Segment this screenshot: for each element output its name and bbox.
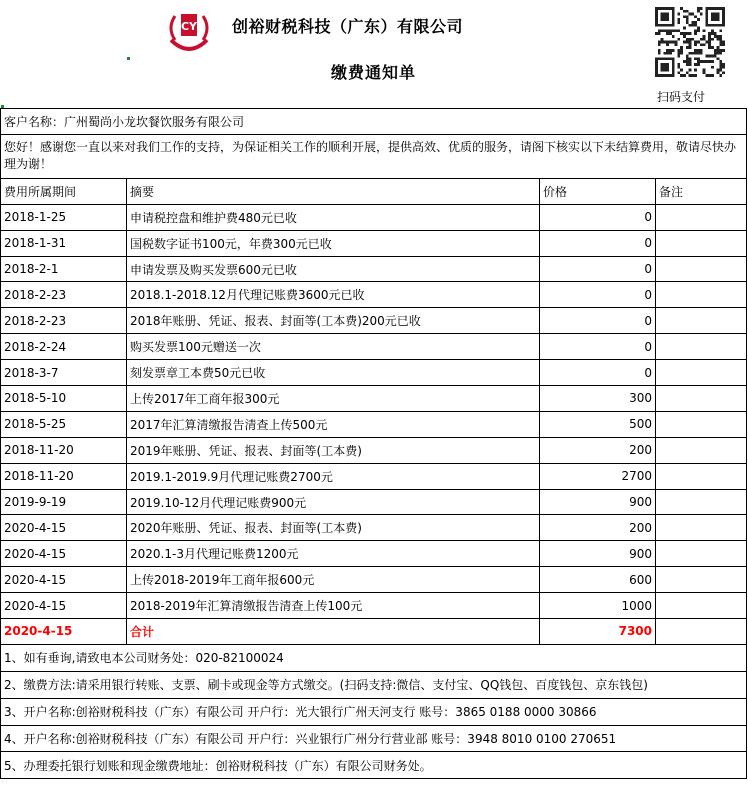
price-cell: 200 bbox=[540, 437, 656, 463]
price-cell: 200 bbox=[540, 515, 656, 541]
header-price: 价格 bbox=[540, 178, 656, 204]
notice-header bbox=[0, 0, 748, 108]
price-cell: 900 bbox=[540, 541, 656, 567]
table-row bbox=[1, 567, 747, 593]
price-cell: 1000 bbox=[540, 593, 656, 619]
summary-cell: 2018.1-2018.12月代理记账费3600元已收 bbox=[127, 282, 540, 308]
period-cell: 2018-1-31 bbox=[1, 230, 127, 256]
period-cell: 2018-2-1 bbox=[1, 256, 127, 282]
summary-cell: 2017年汇算清缴报告清查上传500元 bbox=[127, 411, 540, 437]
period-cell: 2018-11-20 bbox=[1, 463, 127, 489]
note-cell bbox=[656, 411, 747, 437]
table-row bbox=[1, 515, 747, 541]
price-cell: 600 bbox=[540, 567, 656, 593]
price-cell: 900 bbox=[540, 489, 656, 515]
note-cell bbox=[656, 437, 747, 463]
price-cell: 500 bbox=[540, 411, 656, 437]
price-cell: 0 bbox=[540, 230, 656, 256]
table-row bbox=[1, 230, 747, 256]
note-cell bbox=[656, 489, 747, 515]
summary-cell: 申请发票及购买发票600元已收 bbox=[127, 256, 540, 282]
period-cell: 2018-5-25 bbox=[1, 411, 127, 437]
price-cell: 0 bbox=[540, 308, 656, 334]
summary-cell: 2019年账册、凭证、报表、封面等(工本费) bbox=[127, 437, 540, 463]
note-cell bbox=[656, 386, 747, 412]
table-row bbox=[1, 593, 747, 619]
price-cell: 0 bbox=[540, 256, 656, 282]
note-cell bbox=[656, 515, 747, 541]
summary-cell: 2020年账册、凭证、报表、封面等(工本费) bbox=[127, 515, 540, 541]
notice-note: 5、办理委托银行划账和现金缴费地址：创裕财税科技（广东）有限公司财务处。 bbox=[1, 752, 747, 779]
period-cell: 2020-4-15 bbox=[1, 515, 127, 541]
table-row bbox=[1, 386, 747, 412]
period-cell: 2020-4-15 bbox=[1, 541, 127, 567]
cell-marker-icon bbox=[127, 57, 130, 60]
notice-note-row bbox=[1, 725, 747, 752]
customer-cell bbox=[1, 109, 747, 135]
note-cell bbox=[656, 360, 747, 386]
total-price: 7300 bbox=[540, 619, 656, 645]
summary-cell: 2019.10-12月代理记账费900元 bbox=[127, 489, 540, 515]
period-cell: 2019-9-19 bbox=[1, 489, 127, 515]
notice-note: 1、如有垂询,请致电本公司财务处：020-82100024 bbox=[1, 644, 747, 671]
notice-note-row bbox=[1, 671, 747, 698]
customer-name: 广州蜀尚小龙坎餐饮服务有限公司 bbox=[64, 114, 245, 129]
table-row bbox=[1, 282, 747, 308]
summary-cell: 上传2017年工商年报300元 bbox=[127, 386, 540, 412]
notice-note-row bbox=[1, 644, 747, 671]
note-cell bbox=[656, 541, 747, 567]
table-row bbox=[1, 489, 747, 515]
period-cell: 2018-1-25 bbox=[1, 204, 127, 230]
price-cell: 0 bbox=[540, 282, 656, 308]
header-summary: 摘要 bbox=[127, 178, 540, 204]
period-cell: 2020-4-15 bbox=[1, 567, 127, 593]
summary-cell: 2018-2019年汇算清缴报告清查上传100元 bbox=[127, 593, 540, 619]
table-row bbox=[1, 334, 747, 360]
table-row bbox=[1, 204, 747, 230]
price-cell: 0 bbox=[540, 360, 656, 386]
company-logo-icon bbox=[163, 10, 215, 54]
summary-cell: 刻发票章工本费50元已收 bbox=[127, 360, 540, 386]
summary-cell: 2020.1-3月代理记账费1200元 bbox=[127, 541, 540, 567]
price-cell: 300 bbox=[540, 386, 656, 412]
note-cell bbox=[656, 593, 747, 619]
price-cell: 0 bbox=[540, 334, 656, 360]
notice-note: 3、开户名称:创裕财税科技（广东）有限公司 开户行：光大银行广州天河支行 账号：3865 0188 0000 30866 bbox=[1, 698, 747, 725]
period-cell: 2018-3-7 bbox=[1, 360, 127, 386]
table-row bbox=[1, 541, 747, 567]
total-period: 2020-4-15 bbox=[1, 619, 127, 645]
note-cell bbox=[656, 204, 747, 230]
summary-cell: 2019.1-2019.9月代理记账费2700元 bbox=[127, 463, 540, 489]
period-cell: 2018-11-20 bbox=[1, 437, 127, 463]
header-period: 费用所属期间 bbox=[1, 178, 127, 204]
notice-note-row bbox=[1, 698, 747, 725]
logo-text: CY bbox=[180, 20, 198, 33]
summary-cell: 国税数字证书100元，年费300元已收 bbox=[127, 230, 540, 256]
summary-cell: 申请税控盘和维护费480元已收 bbox=[127, 204, 540, 230]
table-row bbox=[1, 411, 747, 437]
notice-note: 4、开户名称:创裕财税科技（广东）有限公司 开户行：兴业银行广州分行营业部 账号：3948 8010 0100 270651 bbox=[1, 725, 747, 752]
summary-cell: 购买发票100元赠送一次 bbox=[127, 334, 540, 360]
note-cell bbox=[656, 567, 747, 593]
company-name: 创裕财税科技（广东）有限公司 bbox=[232, 17, 464, 36]
greeting-text: 您好！感谢您一直以来对我们工作的支持，为保证相关工作的顺利开展，提供高效、优质的服务，请阁下核实以下未结算费用，敬请尽快办理为谢！ bbox=[1, 134, 747, 178]
note-cell bbox=[656, 334, 747, 360]
customer-label: 客户名称： bbox=[4, 114, 65, 129]
table-row bbox=[1, 360, 747, 386]
customer-row bbox=[1, 109, 747, 135]
period-cell: 2018-2-24 bbox=[1, 334, 127, 360]
table-row bbox=[1, 463, 747, 489]
period-cell: 2020-4-15 bbox=[1, 593, 127, 619]
notice-note-row bbox=[1, 752, 747, 779]
note-cell bbox=[656, 308, 747, 334]
header-note: 备注 bbox=[656, 178, 747, 204]
qr-code-icon[interactable] bbox=[655, 6, 725, 78]
total-row bbox=[1, 619, 747, 645]
total-label: 合计 bbox=[127, 619, 540, 645]
total-note bbox=[656, 619, 747, 645]
summary-cell: 上传2018-2019年工商年报600元 bbox=[127, 567, 540, 593]
greeting-row bbox=[1, 134, 747, 178]
table-row bbox=[1, 256, 747, 282]
note-cell bbox=[656, 256, 747, 282]
table-header-row bbox=[1, 178, 747, 204]
page-title: 缴费通知单 bbox=[331, 63, 417, 82]
summary-cell: 2018年账册、凭证、报表、封面等(工本费)200元已收 bbox=[127, 308, 540, 334]
qr-caption: 扫码支付 bbox=[657, 90, 706, 104]
period-cell: 2018-5-10 bbox=[1, 386, 127, 412]
notice-note: 2、缴费方法:请采用银行转账、支票、刷卡或现金等方式缴交。(扫码支持:微信、支付宝、QQ钱包、百度钱包、京东钱包) bbox=[1, 671, 747, 698]
price-cell: 0 bbox=[540, 204, 656, 230]
note-cell bbox=[656, 463, 747, 489]
price-cell: 2700 bbox=[540, 463, 656, 489]
table-row bbox=[1, 437, 747, 463]
fee-table bbox=[0, 108, 747, 779]
note-cell bbox=[656, 282, 747, 308]
note-cell bbox=[656, 230, 747, 256]
period-cell: 2018-2-23 bbox=[1, 282, 127, 308]
table-row bbox=[1, 308, 747, 334]
period-cell: 2018-2-23 bbox=[1, 308, 127, 334]
